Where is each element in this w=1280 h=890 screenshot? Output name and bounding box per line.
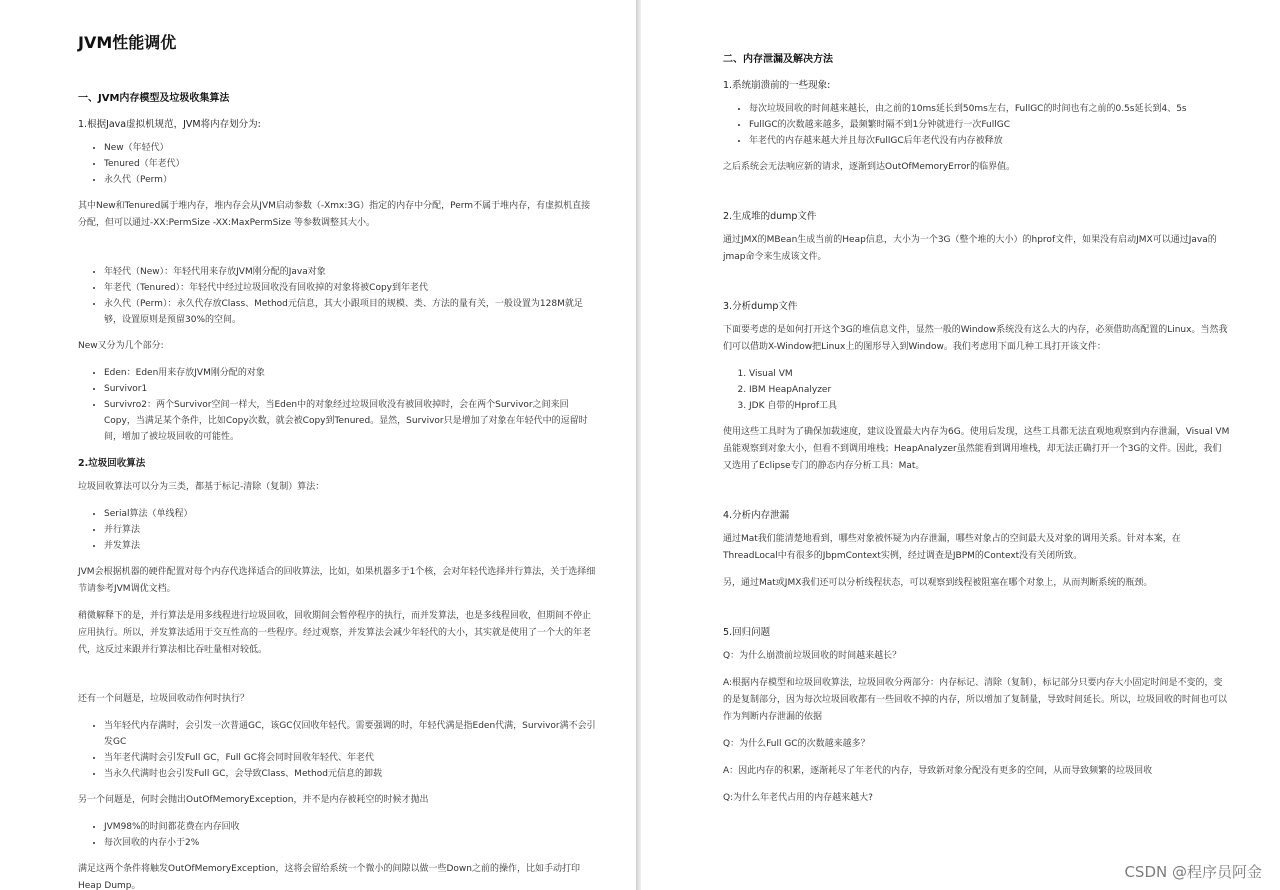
paragraph-oom-trigger: 满足这两个条件将触发OutOfMemoryException，这将会留给系统一个微小的间隙以做一些Down之前的操作，比如手动打印Heap Dump。 <box>78 864 580 890</box>
paragraph-gc-when: 还有一个问题是，垃圾回收动作何时执行？ <box>78 694 250 704</box>
list-item: • 永久代（Perm）：永久代存放Class、Method元信息，其大小跟项目的规模、类、方法的量有关，一般设置为128M就足够，设置原则是预留30%的空间。 <box>104 296 596 328</box>
csdn-watermark: CSDN @程序员阿金 <box>1124 863 1262 881</box>
list-item: • Survivro2：两个Survivor空间一样大，当Eden中的对象经过垃圾回收没有被回收掉时，会在两个Survivor之间来回Copy，当满足某个条件，比如Copy次数，就会被Copy到Tenured。显然，Survivor只是增加了对象在年轻代中的逗留时间，增加了被垃圾回收的可能性。 <box>104 397 596 445</box>
list-item: • 并发算法 <box>104 538 596 554</box>
subheading-crash-symptoms: 1.系统崩溃前的一些现象: <box>723 80 831 91</box>
question-1: Q：为什么崩溃前垃圾回收的时间越来越长？ <box>723 651 902 661</box>
paragraph-tool-usage: 使用这些工具时为了确保加载速度，建议设置最大内存为6G。使用后发现，这些工具都无法直观地观察到内存泄漏，Visual VM虽能观察到对象大小，但看不到调用堆栈；HeapAnalyzer虽然能看到调用堆栈，却无法正确打开一个3G的文件。因此，我们又选用了Eclipse专门的静态内存分析工具：Mat。 <box>723 427 1230 471</box>
subheading-gc-algorithm: 2.垃圾回收算法 <box>78 458 146 469</box>
document-page-left <box>0 0 636 890</box>
list-item: • 当年老代满时会引发Full GC，Full GC将会同时回收年轻代、年老代 <box>104 750 596 766</box>
paragraph-open-dump: 下面要考虑的是如何打开这个3G的堆信息文件，显然一般的Window系统没有这么大的内存，必须借助高配置的Linux。当然我们可以借助X-Window把Linux上的图形导入到Window。我们考虑用下面几种工具打开该文件： <box>723 325 1228 352</box>
answer-2: A：因此内存的积累，逐渐耗尽了年老代的内存，导致新对象分配没有更多的空间，从而导致频繁的垃圾回收 <box>723 766 1153 776</box>
paragraph-gc-categories: 垃圾回收算法可以分为三类，都基于标记-清除（复制）算法： <box>78 482 325 492</box>
list-item: 2. IBM HeapAnalyzer <box>749 382 1230 398</box>
list-item: • Serial算法（单线程） <box>104 506 596 522</box>
subheading-analyze-dump: 3.分析dump文件 <box>723 301 798 312</box>
subheading-review-questions: 5.回归问题 <box>723 627 771 638</box>
paragraph-jvm-selection: JVM会根据机器的硬件配置对每个内存代选择适合的回收算法，比如，如果机器多于1个核，会对年轻代选择并行算法，关于选择细节请参考JVM调优文档。 <box>78 567 596 594</box>
list-item: • 永久代（Perm） <box>104 172 596 188</box>
subheading-memory-division: 1.根据Java虚拟机规范，JVM将内存划分为: <box>78 119 261 130</box>
paragraph-oom-threshold: 之后系统会无法响应新的请求，逐渐到达OutOfMemoryError的临界值。 <box>723 162 1016 172</box>
list-item: • 年老代的内存越来越大并且每次FullGC后年老代没有内存被释放 <box>749 133 1230 149</box>
list-item: • 每次垃圾回收的时间越来越长，由之前的10ms延长到50ms左右，FullGC的时间也有之前的0.5s延长到4、5s <box>749 101 1230 117</box>
list-item: • 每次回收的内存小于2% <box>104 835 596 851</box>
memory-area-list <box>78 140 596 188</box>
list-item: • Eden：Eden用来存放JVM刚分配的对象 <box>104 365 596 381</box>
document-page-right <box>641 0 1280 890</box>
paragraph-thread-analysis: 另，通过Mat或JMX我们还可以分析线程状态，可以观察到线程被阻塞在哪个对象上，从而判断系统的瓶颈。 <box>723 578 1153 588</box>
list-item: • Survivor1 <box>104 381 596 397</box>
paragraph-parallel-vs-concurrent: 稍微解释下的是，并行算法是用多线程进行垃圾回收，回收期间会暂停程序的执行，而并发算法，也是多线程回收，但期间不停止应用执行。所以，并发算法适用于交互性高的一些程序。经过观察，并发算法会减少年轻代的大小，其实就是使用了一个大的年老代，这反过来跟并行算法相比吞吐量相对较低。 <box>78 611 592 655</box>
tool-list <box>723 366 1230 414</box>
subheading-heap-dump: 2.生成堆的dump文件 <box>723 211 817 222</box>
question-2: Q：为什么Full GC的次数越来越多？ <box>723 739 870 749</box>
subheading-analyze-leak: 4.分析内存泄漏 <box>723 510 790 521</box>
list-item: • Tenured（年老代） <box>104 156 596 172</box>
list-item: • FullGC的次数越来越多，最频繁时隔不到1分钟就进行一次FullGC <box>749 117 1230 133</box>
list-item: • JVM98%的时间都花费在内存回收 <box>104 819 596 835</box>
list-item: • 年老代（Tenured）：年轻代中经过垃圾回收没有回收掉的对象将被Copy到年老代 <box>104 280 596 296</box>
list-item: 3. JDK 自带的Hprof工具 <box>749 398 1230 414</box>
paragraph-jmx-dump: 通过JMX的MBean生成当前的Heap信息，大小为一个3G（整个堆的大小）的hprof文件，如果没有启动JMX可以通过Java的jmap命令来生成该文件。 <box>723 235 1217 262</box>
gc-algorithm-list <box>78 506 596 554</box>
section-heading-memory-model: 一、JVM内存模型及垃圾收集算法 <box>78 93 230 104</box>
question-3: Q:为什么年老代占用的内存越来越大? <box>723 793 873 803</box>
list-item: • New（年轻代） <box>104 140 596 156</box>
list-item: • 当永久代满时也会引发Full GC，会导致Class、Method元信息的卸载 <box>104 766 596 782</box>
section-heading-memory-leak: 二、内存泄漏及解决方法 <box>723 54 833 65</box>
list-item: • 并行算法 <box>104 522 596 538</box>
new-generation-list <box>78 365 596 445</box>
paragraph-oom-question: 另一个问题是，何时会抛出OutOfMemoryException，并不是内存被耗空的时候才抛出 <box>78 795 429 805</box>
paragraph-new-parts: New又分为几个部分: <box>78 341 164 351</box>
gc-trigger-list <box>78 718 596 782</box>
paragraph-mat-analysis: 通过Mat我们能清楚地看到，哪些对象被怀疑为内存泄漏，哪些对象占的空间最大及对象的调用关系。针对本案，在ThreadLocal中有很多的JbpmContext实例，经过调查是JBPM的Context没有关闭所致。 <box>723 534 1181 561</box>
oom-condition-list <box>78 819 596 851</box>
list-item: • 年轻代（New）：年轻代用来存放JVM刚分配的Java对象 <box>104 264 596 280</box>
generation-list <box>78 264 596 328</box>
list-item: 1. Visual VM <box>749 366 1230 382</box>
answer-1: A:根据内存模型和垃圾回收算法，垃圾回收分两部分：内存标记、清除（复制），标记部分只要内存大小固定时间是不变的，变的是复制部分，因为每次垃圾回收都有一些回收不掉的内存，所以增加了复制量，导致时间延长。所以，垃圾回收的时间也可以作为判断内存泄漏的依据 <box>723 678 1228 722</box>
document-title: JVM性能调优 <box>78 33 177 52</box>
list-item: • 当年轻代内存满时，会引发一次普通GC，该GC仅回收年轻代。需要强调的时，年轻代满是指Eden代满，Survivor满不会引发GC <box>104 718 596 750</box>
paragraph-heap-memory: 其中New和Tenured属于堆内存，堆内存会从JVM启动参数（-Xmx:3G）指定的内存中分配，Perm不属于堆内存，有虚拟机直接分配，但可以通过-XX:PermSize -XX:MaxPermSize 等参数调整其大小。 <box>78 201 591 228</box>
symptom-list <box>723 101 1230 149</box>
